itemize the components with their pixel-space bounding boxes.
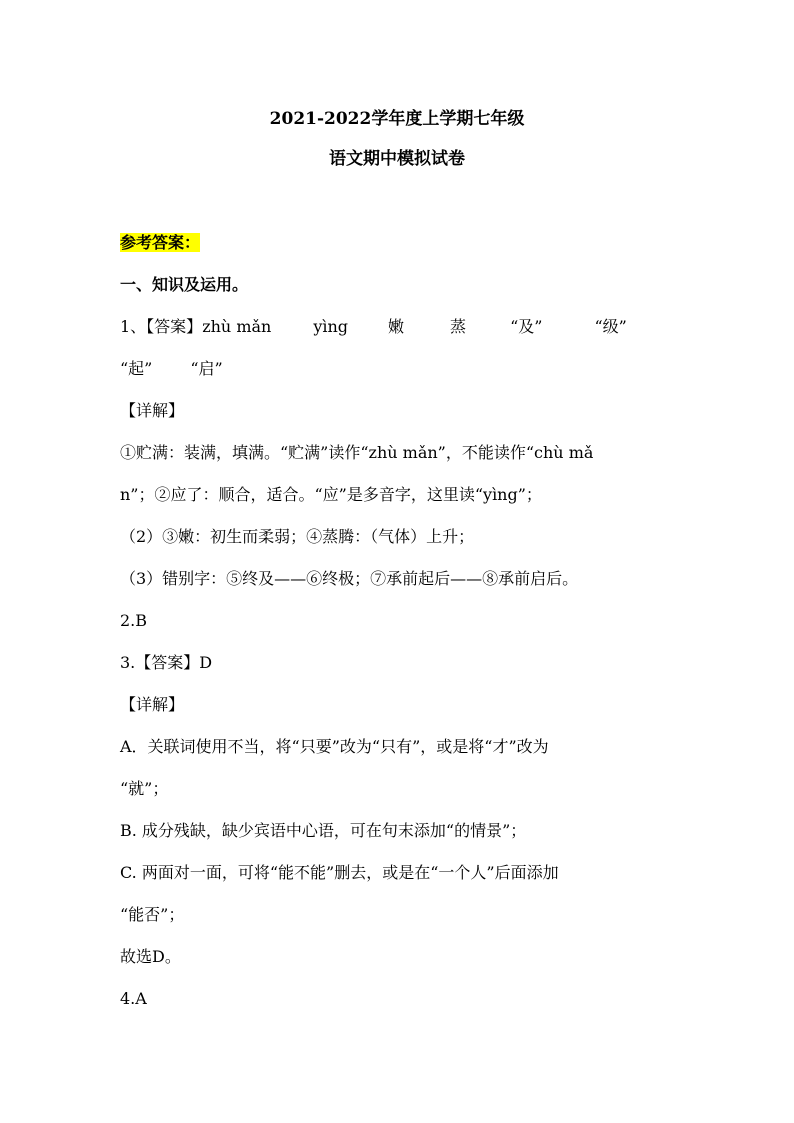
q1-ans2: yìng [313,317,349,336]
q1-ans8: “启” [190,359,223,378]
q3-conclusion: 故选D。 [120,947,181,966]
q1-detail-line3: （2）③嫩：初生而柔弱；④蒸腾：（气体）上升； [120,527,475,546]
q1-answer-line [120,315,680,339]
q3-detail-label: 【详解】 [120,695,185,714]
q2-answer: 2.B [120,611,148,630]
q3-option-a-line1: A．关联词使用不当，将“只要”改为“只有”，或是将“才”改为 [120,737,549,756]
q1-ans4: 蒸 [450,317,467,336]
q1-ans6: “级” [594,317,627,336]
q3-option-c-line2: “能否”； [120,905,185,924]
q3-option-b: B. 成分残缺，缺少宾语中心语，可在句末添加“的情景”； [120,821,527,840]
answer-heading-text: 参考答案： [120,233,201,252]
answer-heading [120,231,680,255]
section1-heading: 一、知识及运用。 [120,275,249,294]
q4-answer: 4.A [120,989,147,1008]
q1-ans5: “及” [510,317,543,336]
q1-answer-line2 [120,357,680,381]
q1-ans7: “起” [120,359,153,378]
q1-detail-line2: n”；②应了：顺合，适合。“应”是多音字，这里读“yìng”； [120,485,542,504]
q1-prefix: 1、【答案】 [120,317,203,336]
q1-detail-line4: （3）错别字：⑤终及——⑥终极；⑦承前起后——⑧承前启后。 [120,569,579,588]
q1-ans1: zhù mǎn [202,317,272,336]
document-title-line2: 语文期中模拟试卷 [329,149,465,169]
q3-answer: 3.【答案】D [120,653,213,672]
q3-option-c-line1: C. 两面对一面，可将“能不能”删去，或是在“一个人”后面添加 [120,863,559,882]
q1-detail-line1: ①贮满：装满，填满。“贮满”读作“zhù mǎn”，不能读作“chù mǎ [120,443,594,462]
q1-ans3: 嫩 [388,317,405,336]
q3-option-a-line2: “就”； [120,779,169,798]
document-title-line1: 2021-2022学年度上学期七年级 [269,109,525,129]
q1-detail-label: 【详解】 [120,401,185,420]
